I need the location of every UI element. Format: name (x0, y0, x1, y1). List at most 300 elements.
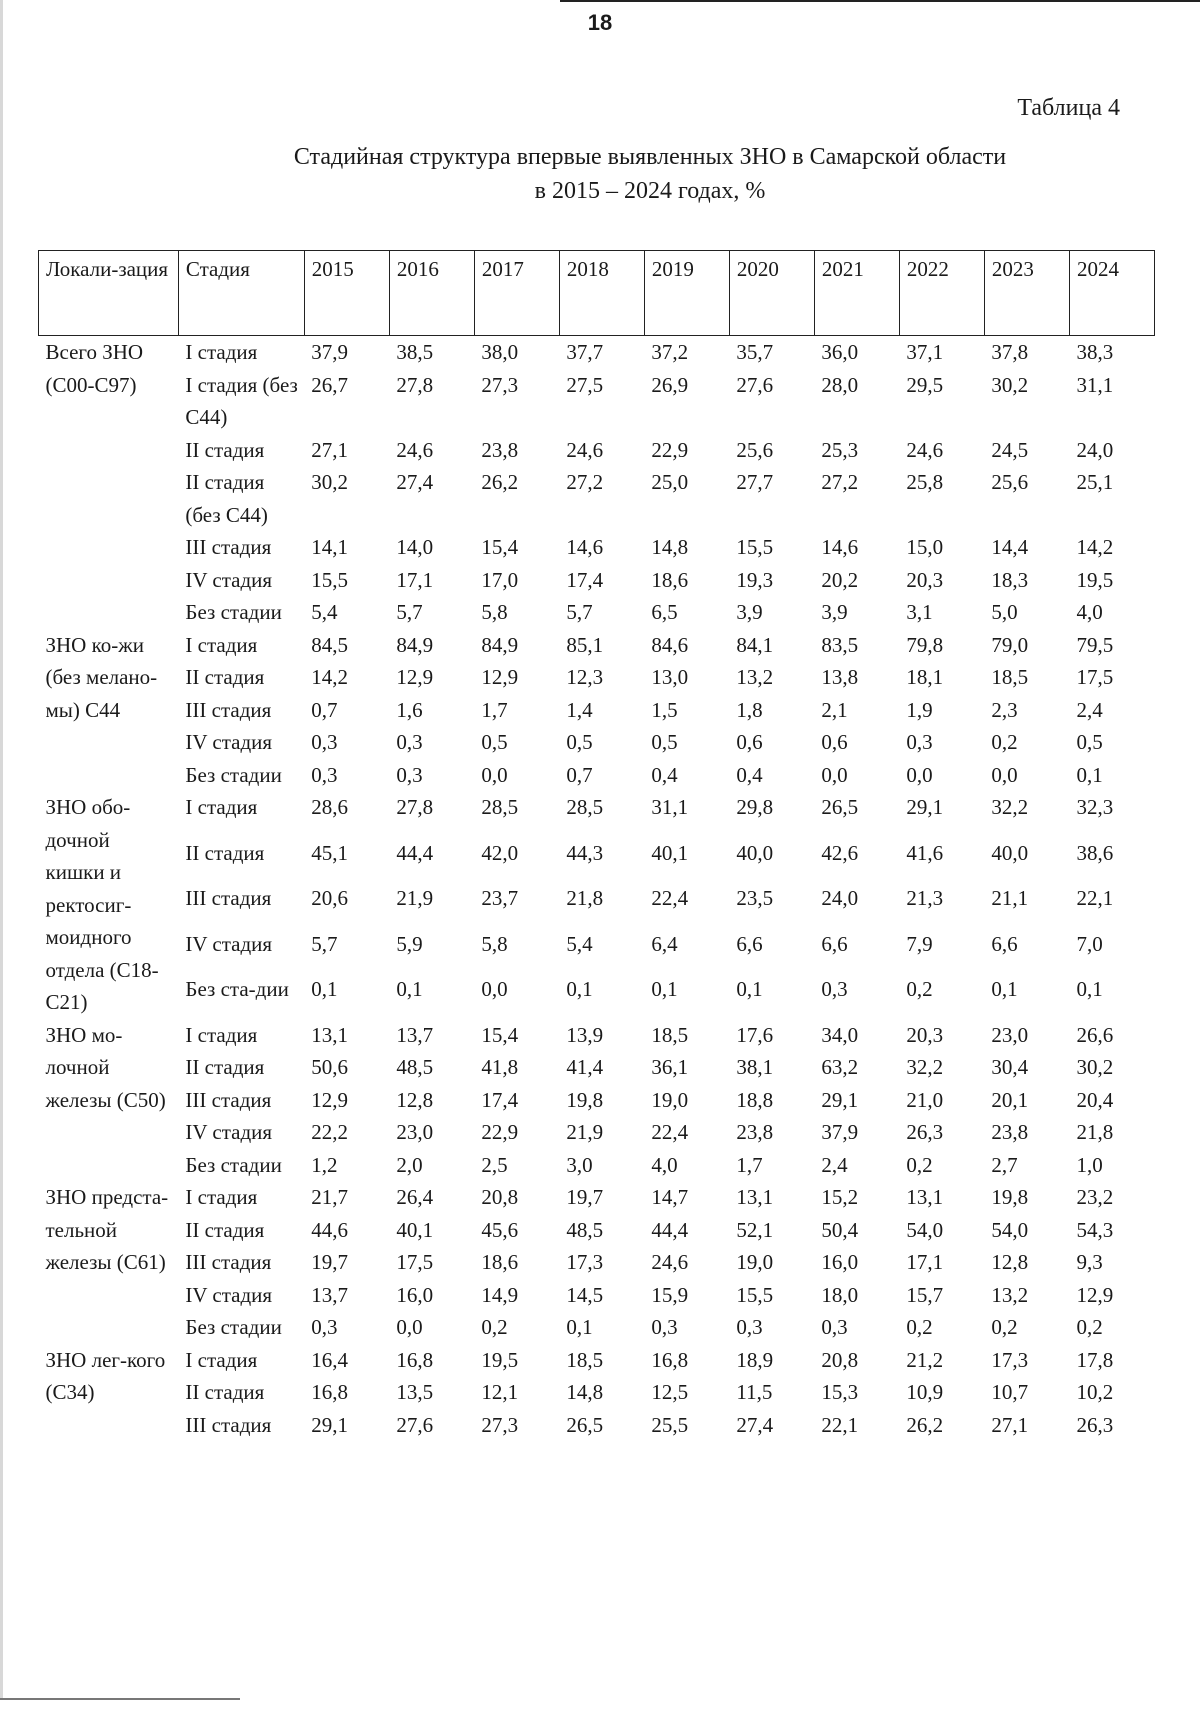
value-cell: 17,4 (481, 1087, 519, 1112)
value-cell: 30,2 (311, 470, 349, 494)
value-cell: 2,3 (991, 697, 1018, 722)
value-cell: 37,8 (991, 340, 1029, 364)
value-cell: 18,6 (651, 567, 689, 592)
value-cell: 23,2 (1076, 1185, 1114, 1209)
value-cell: 15,9 (651, 1282, 689, 1307)
value-cell: 18,6 (481, 1250, 519, 1274)
value-cell: 0,3 (396, 762, 423, 787)
value-cell: 2,4 (1076, 697, 1103, 722)
value-cell: 84,9 (481, 632, 519, 657)
stage-cell: I стадия (185, 340, 258, 364)
value-cell: 16,0 (821, 1250, 859, 1274)
value-cell: 22,4 (651, 1120, 689, 1144)
stage-cell: IV стадия (185, 931, 273, 956)
value-cell: 10,9 (906, 1380, 944, 1404)
header-year: 2016 (389, 251, 474, 336)
value-cell: 27,8 (396, 372, 434, 397)
stage-cell: IV стадия (185, 730, 273, 754)
value-cell: 84,6 (651, 632, 689, 657)
value-cell: 0,3 (906, 730, 933, 754)
table-body (39, 336, 1155, 1442)
value-cell: 20,3 (906, 1022, 944, 1047)
value-cell: 14,8 (651, 535, 689, 559)
page-number: 18 (587, 10, 613, 35)
value-cell: 27,4 (736, 1412, 774, 1437)
value-cell: 26,3 (1076, 1412, 1114, 1437)
value-cell: 26,2 (906, 1412, 944, 1437)
value-cell: 14,2 (1076, 535, 1114, 559)
value-cell: 24,0 (821, 886, 859, 910)
value-cell: 27,2 (821, 470, 859, 494)
value-cell: 20,8 (821, 1347, 859, 1372)
value-cell: 12,9 (1076, 1282, 1114, 1307)
value-cell: 52,1 (736, 1217, 774, 1242)
stage-cell: Без стадии (185, 1315, 282, 1339)
value-cell: 3,1 (906, 600, 933, 624)
value-cell: 84,1 (736, 632, 774, 657)
value-cell: 2,0 (396, 1152, 423, 1177)
value-cell: 21,3 (906, 886, 944, 910)
value-cell: 20,6 (311, 886, 349, 910)
value-cell: 32,2 (991, 795, 1029, 819)
value-cell: 27,4 (396, 470, 434, 494)
stage-cell: II стадия (185, 1055, 265, 1079)
value-cell: 13,1 (736, 1185, 774, 1209)
value-cell: 0,5 (566, 730, 593, 754)
value-cell: 37,1 (906, 340, 944, 364)
value-cell: 1,6 (396, 697, 423, 722)
value-cell: 6,6 (736, 931, 763, 956)
value-cell: 27,1 (311, 437, 349, 462)
value-cell: 0,2 (906, 1315, 933, 1339)
value-cell: 40,1 (651, 840, 689, 865)
stage-cell: I стадия (185, 795, 258, 819)
value-cell: 32,3 (1076, 795, 1114, 819)
value-cell: 15,4 (481, 1022, 519, 1047)
value-cell: 5,9 (396, 931, 423, 956)
table-row (39, 369, 1155, 434)
stage-cell: I стадия (185, 1185, 258, 1209)
localization-cell: ЗНО лег-кого (С34) (45, 1347, 166, 1404)
value-cell: 12,9 (396, 665, 434, 689)
value-cell: 0,2 (906, 1152, 933, 1177)
value-cell: 15,5 (736, 1282, 774, 1307)
value-cell: 31,1 (651, 795, 689, 819)
stage-cell: I стадия (185, 632, 258, 657)
table-row (39, 596, 1155, 629)
value-cell: 27,2 (566, 470, 604, 494)
value-cell: 21,8 (1076, 1120, 1114, 1144)
table-row (39, 466, 1155, 531)
table-label: Таблица 4 (1017, 95, 1120, 121)
header-year: 2022 (899, 251, 984, 336)
value-cell: 20,3 (906, 567, 944, 592)
value-cell: 1,7 (736, 1152, 763, 1177)
value-cell: 21,0 (906, 1087, 944, 1112)
table-row (39, 726, 1155, 759)
value-cell: 19,3 (736, 567, 774, 592)
value-cell: 0,2 (991, 730, 1018, 754)
value-cell: 37,9 (311, 340, 349, 364)
value-cell: 12,9 (311, 1087, 349, 1112)
value-cell: 6,6 (991, 931, 1018, 956)
value-cell: 9,3 (1076, 1250, 1103, 1274)
value-cell: 18,5 (566, 1347, 604, 1372)
value-cell: 0,1 (311, 977, 338, 1001)
stage-cell: I стадия (без С44) (185, 372, 298, 429)
value-cell: 38,5 (396, 340, 434, 364)
value-cell: 0,0 (481, 977, 508, 1001)
table-title (0, 140, 1200, 208)
value-cell: 18,8 (736, 1087, 774, 1112)
value-cell: 17,4 (566, 567, 604, 592)
value-cell: 0,3 (821, 1315, 848, 1339)
value-cell: 2,5 (481, 1152, 508, 1177)
stage-cell: Без стадии (185, 1152, 282, 1177)
value-cell: 15,2 (821, 1185, 859, 1209)
table-row (39, 1149, 1155, 1182)
value-cell: 19,5 (481, 1347, 519, 1372)
value-cell: 5,4 (566, 931, 593, 956)
header-year: 2015 (304, 251, 389, 336)
value-cell: 28,0 (821, 372, 859, 397)
value-cell: 0,1 (566, 1315, 593, 1339)
value-cell: 3,9 (736, 600, 763, 624)
stage-cell: III стадия (185, 1412, 272, 1437)
value-cell: 14,6 (566, 535, 604, 559)
value-cell: 0,1 (396, 977, 423, 1001)
value-cell: 83,5 (821, 632, 859, 657)
value-cell: 15,4 (481, 535, 519, 559)
value-cell: 29,5 (906, 372, 944, 397)
localization-cell: ЗНО мо-лочной железы (С50) (45, 1022, 166, 1112)
value-cell: 14,1 (311, 535, 349, 559)
value-cell: 15,0 (906, 535, 944, 559)
table-row (39, 1409, 1155, 1442)
value-cell: 37,9 (821, 1120, 859, 1144)
value-cell: 37,2 (651, 340, 689, 364)
value-cell: 19,7 (566, 1185, 604, 1209)
value-cell: 36,0 (821, 340, 859, 364)
value-cell: 79,0 (991, 632, 1029, 657)
value-cell: 0,0 (991, 762, 1018, 787)
value-cell: 26,5 (821, 795, 859, 819)
value-cell: 20,2 (821, 567, 859, 592)
value-cell: 35,7 (736, 340, 774, 364)
value-cell: 13,2 (736, 665, 774, 689)
value-cell: 19,0 (736, 1250, 774, 1274)
value-cell: 22,1 (1076, 886, 1114, 910)
value-cell: 5,7 (311, 931, 338, 956)
value-cell: 28,5 (566, 795, 604, 819)
value-cell: 18,5 (651, 1022, 689, 1047)
value-cell: 27,5 (566, 372, 604, 397)
value-cell: 3,9 (821, 600, 848, 624)
value-cell: 27,7 (736, 470, 774, 494)
value-cell: 0,1 (566, 977, 593, 1001)
stage-cell: II стадия (185, 1380, 265, 1404)
value-cell: 5,4 (311, 600, 338, 624)
value-cell: 21,9 (396, 886, 434, 910)
value-cell: 21,8 (566, 886, 604, 910)
value-cell: 0,3 (311, 762, 338, 787)
value-cell: 17,6 (736, 1022, 774, 1047)
value-cell: 14,2 (311, 665, 349, 689)
value-cell: 14,6 (821, 535, 859, 559)
value-cell: 2,4 (821, 1152, 848, 1177)
value-cell: 5,0 (991, 600, 1018, 624)
stage-cell: II стадия (185, 665, 265, 689)
value-cell: 0,3 (821, 977, 848, 1001)
value-cell: 13,1 (311, 1022, 349, 1047)
value-cell: 85,1 (566, 632, 604, 657)
value-cell: 24,6 (651, 1250, 689, 1274)
table-row (39, 1084, 1155, 1117)
value-cell: 0,7 (566, 762, 593, 787)
value-cell: 27,8 (396, 795, 434, 819)
value-cell: 18,3 (991, 567, 1029, 592)
value-cell: 63,2 (821, 1055, 859, 1079)
value-cell: 13,5 (396, 1380, 434, 1404)
value-cell: 48,5 (566, 1217, 604, 1242)
table-row (39, 1279, 1155, 1312)
localization-cell: Всего ЗНО (С00-С97) (45, 340, 144, 397)
value-cell: 12,8 (991, 1250, 1029, 1274)
value-cell: 21,7 (311, 1185, 349, 1209)
value-cell: 18,1 (906, 665, 944, 689)
value-cell: 17,8 (1076, 1347, 1114, 1372)
value-cell: 28,6 (311, 795, 349, 819)
value-cell: 15,7 (906, 1282, 944, 1307)
table-row (39, 1019, 1155, 1052)
stage-cell: Без ста-дии (185, 977, 289, 1001)
value-cell: 23,8 (991, 1120, 1029, 1144)
value-cell: 24,6 (566, 437, 604, 462)
value-cell: 0,7 (311, 697, 338, 722)
stage-cell: II стадия (без С44) (185, 470, 268, 527)
value-cell: 26,7 (311, 372, 349, 397)
value-cell: 25,5 (651, 1412, 689, 1437)
header-year: 2018 (559, 251, 644, 336)
value-cell: 50,6 (311, 1055, 349, 1079)
value-cell: 14,9 (481, 1282, 519, 1307)
value-cell: 19,5 (1076, 567, 1114, 592)
value-cell: 2,1 (821, 697, 848, 722)
value-cell: 3,0 (566, 1152, 593, 1177)
stage-cell: III стадия (185, 1250, 272, 1274)
value-cell: 7,9 (906, 931, 933, 956)
value-cell: 12,3 (566, 665, 604, 689)
value-cell: 0,3 (311, 730, 338, 754)
value-cell: 13,9 (566, 1022, 604, 1047)
value-cell: 7,0 (1076, 931, 1103, 956)
value-cell: 4,0 (1076, 600, 1103, 624)
value-cell: 5,8 (481, 931, 508, 956)
header-localization: Локали-зация (39, 251, 179, 336)
value-cell: 22,4 (651, 886, 689, 910)
value-cell: 36,1 (651, 1055, 689, 1079)
value-cell: 27,3 (481, 372, 519, 397)
value-cell: 1,5 (651, 697, 678, 722)
value-cell: 25,3 (821, 437, 859, 462)
value-cell: 0,5 (651, 730, 678, 754)
table-row (39, 1376, 1155, 1409)
page-top-rule (560, 0, 1200, 2)
value-cell: 13,7 (396, 1022, 434, 1047)
table-row (39, 791, 1155, 837)
value-cell: 41,6 (906, 840, 944, 865)
value-cell: 40,0 (736, 840, 774, 865)
value-cell: 6,5 (651, 600, 678, 624)
value-cell: 0,0 (821, 762, 848, 787)
value-cell: 16,8 (311, 1380, 349, 1404)
value-cell: 45,6 (481, 1217, 519, 1242)
value-cell: 0,1 (1076, 762, 1103, 787)
table-row (39, 882, 1155, 928)
table-row (39, 759, 1155, 792)
table-title-line-1: Стадийная структура впервые выявленных ЗНО в Самарской области (293, 144, 1007, 170)
value-cell: 17,1 (396, 567, 434, 592)
value-cell: 23,0 (991, 1022, 1029, 1047)
value-cell: 18,5 (991, 665, 1029, 689)
table-row (39, 928, 1155, 974)
value-cell: 13,2 (991, 1282, 1029, 1307)
stage-cell: III стадия (185, 886, 272, 910)
value-cell: 17,3 (991, 1347, 1029, 1372)
value-cell: 25,1 (1076, 470, 1114, 494)
table-row (39, 661, 1155, 694)
value-cell: 16,8 (651, 1347, 689, 1372)
table-row (39, 1051, 1155, 1084)
value-cell: 38,0 (481, 340, 519, 364)
table-row (39, 434, 1155, 467)
value-cell: 38,6 (1076, 840, 1114, 865)
value-cell: 31,1 (1076, 372, 1114, 397)
value-cell: 30,2 (991, 372, 1029, 397)
value-cell: 40,0 (991, 840, 1029, 865)
value-cell: 54,3 (1076, 1217, 1114, 1242)
value-cell: 5,7 (566, 600, 593, 624)
value-cell: 14,0 (396, 535, 434, 559)
value-cell: 12,5 (651, 1380, 689, 1404)
header-year: 2021 (814, 251, 899, 336)
localization-cell: ЗНО обо-дочной кишки и ректосиг-моидного отдела (С18-С21) (45, 795, 159, 1014)
table-row (39, 629, 1155, 662)
value-cell: 14,7 (651, 1185, 689, 1209)
value-cell: 0,5 (1076, 730, 1103, 754)
value-cell: 21,1 (991, 886, 1029, 910)
table-row (39, 1116, 1155, 1149)
value-cell: 0,1 (1076, 977, 1103, 1001)
stage-structure-table (38, 250, 1155, 1441)
value-cell: 0,1 (736, 977, 763, 1001)
value-cell: 26,3 (906, 1120, 944, 1144)
value-cell: 0,4 (736, 762, 763, 787)
stage-cell: IV стадия (185, 1282, 273, 1307)
value-cell: 50,4 (821, 1217, 859, 1242)
table-row (39, 1246, 1155, 1279)
localization-cell: ЗНО ко-жи (без мелано-мы) С44 (45, 632, 158, 722)
value-cell: 32,2 (906, 1055, 944, 1079)
value-cell: 14,4 (991, 535, 1029, 559)
value-cell: 26,2 (481, 470, 519, 494)
value-cell: 26,5 (566, 1412, 604, 1437)
value-cell: 24,5 (991, 437, 1029, 462)
value-cell: 24,6 (906, 437, 944, 462)
value-cell: 44,6 (311, 1217, 349, 1242)
value-cell: 0,6 (821, 730, 848, 754)
value-cell: 48,5 (396, 1055, 434, 1079)
value-cell: 54,0 (906, 1217, 944, 1242)
value-cell: 16,8 (396, 1347, 434, 1372)
value-cell: 12,9 (481, 665, 519, 689)
localization-cell: ЗНО предста-тельной железы (С61) (45, 1185, 169, 1274)
table-row (39, 336, 1155, 369)
header-year: 2023 (984, 251, 1069, 336)
value-cell: 27,6 (396, 1412, 434, 1437)
value-cell: 24,6 (396, 437, 434, 462)
value-cell: 16,4 (311, 1347, 349, 1372)
value-cell: 20,8 (481, 1185, 519, 1209)
value-cell: 15,3 (821, 1380, 859, 1404)
stage-cell: I стадия (185, 1022, 258, 1047)
value-cell: 1,7 (481, 697, 508, 722)
value-cell: 17,0 (481, 567, 519, 592)
table-row (39, 1344, 1155, 1377)
header-year: 2020 (729, 251, 814, 336)
value-cell: 22,2 (311, 1120, 349, 1144)
value-cell: 44,4 (396, 840, 434, 865)
stage-cell: I стадия (185, 1347, 258, 1372)
value-cell: 27,6 (736, 372, 774, 397)
value-cell: 12,1 (481, 1380, 519, 1404)
value-cell: 27,1 (991, 1412, 1029, 1437)
stage-cell: IV стадия (185, 567, 273, 592)
value-cell: 13,8 (821, 665, 859, 689)
value-cell: 79,8 (906, 632, 944, 657)
value-cell: 25,8 (906, 470, 944, 494)
value-cell: 19,0 (651, 1087, 689, 1112)
header-year: 2017 (474, 251, 559, 336)
value-cell: 11,5 (736, 1380, 773, 1404)
stage-cell: III стадия (185, 535, 272, 559)
value-cell: 0,0 (906, 762, 933, 787)
value-cell: 79,5 (1076, 632, 1114, 657)
value-cell: 27,3 (481, 1412, 519, 1437)
page-bottom-rule (0, 1698, 240, 1700)
value-cell: 30,4 (991, 1055, 1029, 1079)
value-cell: 0,3 (651, 1315, 678, 1339)
value-cell: 10,2 (1076, 1380, 1114, 1404)
value-cell: 1,8 (736, 697, 763, 722)
value-cell: 4,0 (651, 1152, 678, 1177)
value-cell: 22,9 (651, 437, 689, 462)
value-cell: 13,1 (906, 1185, 944, 1209)
value-cell: 37,7 (566, 340, 604, 364)
table-row (39, 694, 1155, 727)
value-cell: 26,6 (1076, 1022, 1114, 1047)
value-cell: 19,8 (991, 1185, 1029, 1209)
value-cell: 23,8 (481, 437, 519, 462)
stage-cell: Без стадии (185, 762, 282, 787)
value-cell: 44,3 (566, 840, 604, 865)
stage-cell: II стадия (185, 840, 265, 865)
table-row (39, 837, 1155, 883)
value-cell: 12,8 (396, 1087, 434, 1112)
value-cell: 25,0 (651, 470, 689, 494)
value-cell: 10,7 (991, 1380, 1029, 1404)
value-cell: 0,4 (651, 762, 678, 787)
